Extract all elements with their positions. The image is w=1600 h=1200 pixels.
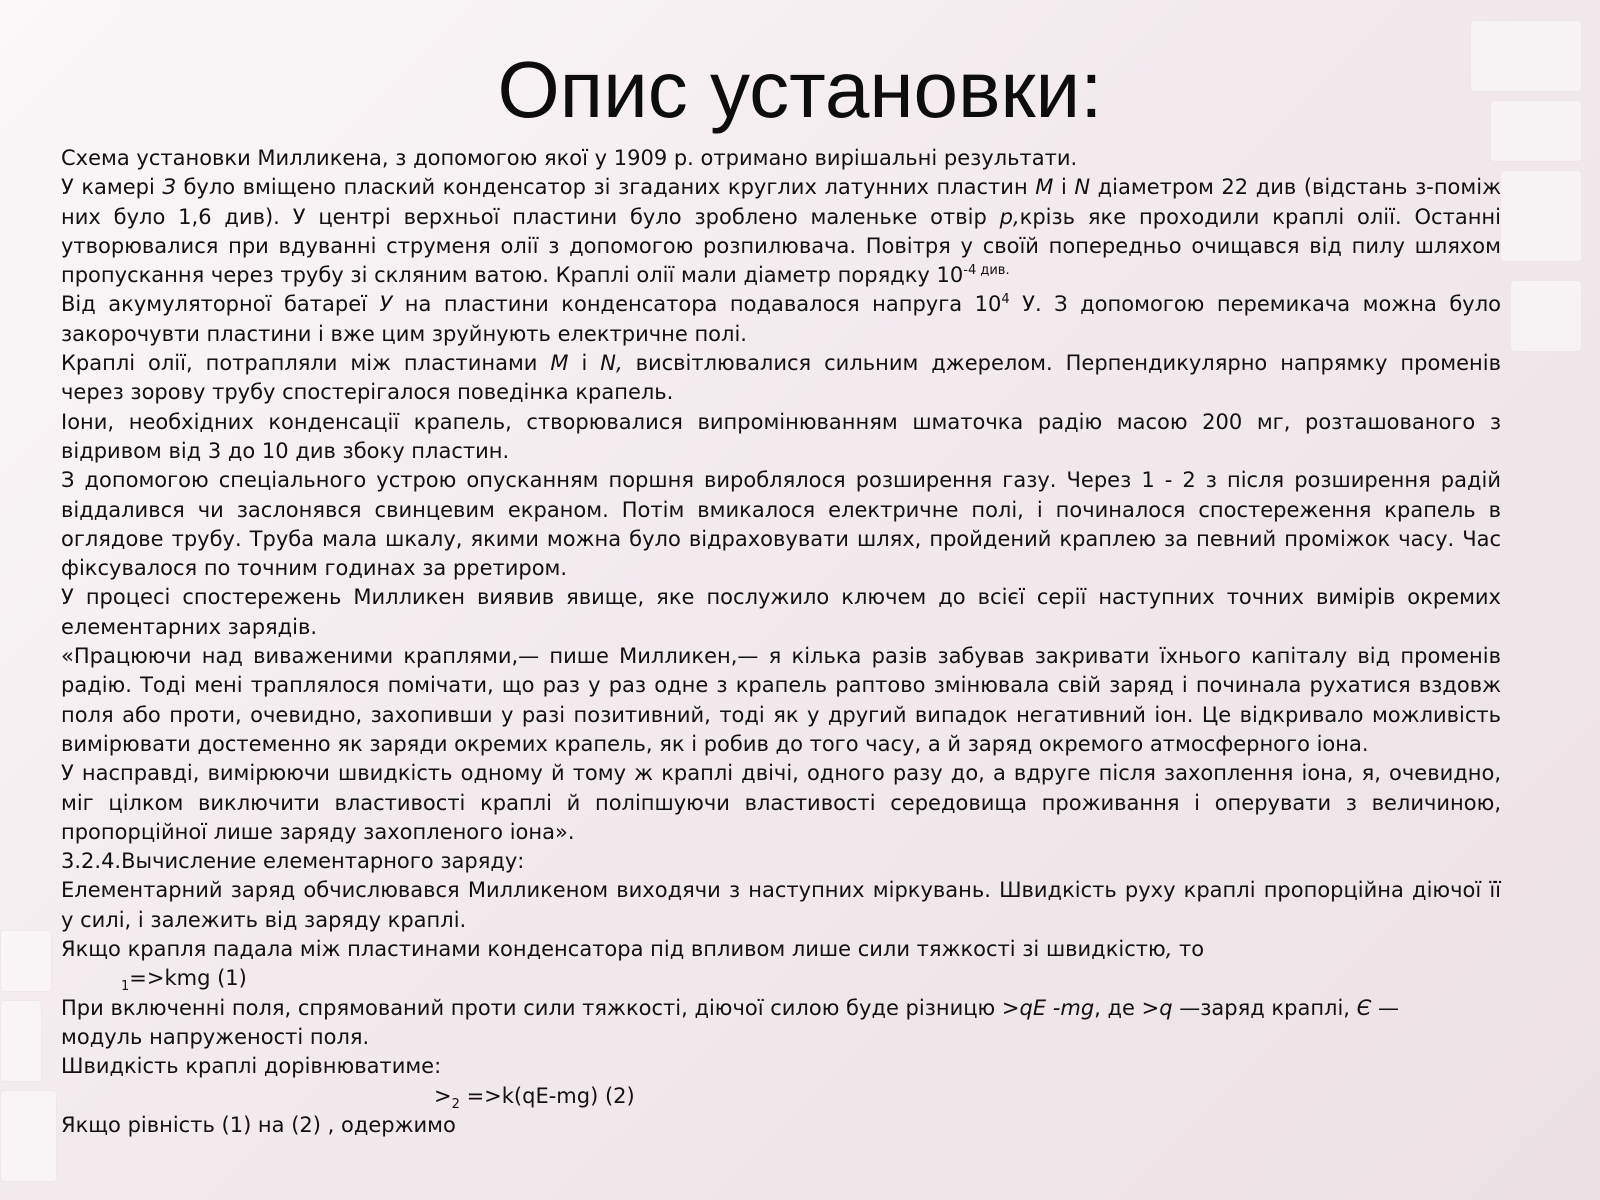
text-segment: вимірювати достеменно як заряди окремих крапель, як і робив до того часу, а й заряд окремого атмосферного іона.	[61, 731, 1369, 756]
text-line	[61, 935, 1501, 964]
text-segment: 2	[451, 1096, 460, 1112]
text-segment: N	[1074, 175, 1091, 200]
text-segment: >q	[1141, 995, 1173, 1020]
text-line	[61, 613, 1501, 642]
text-segment: висвітлювалися сильним джерелом. Перпендикулярно напрямку променів	[622, 351, 1502, 376]
page-title: Опис установки:	[497, 45, 1103, 134]
text-line	[61, 1082, 1501, 1111]
background-decoration	[1500, 170, 1582, 262]
text-line	[61, 847, 1501, 876]
text-segment: пропорційної лише заряду захопленого іона».	[61, 819, 575, 844]
body-text	[61, 144, 1501, 1140]
text-segment: і	[568, 351, 601, 376]
text-segment: утворювалися при вдуванні струменя олії з допомогою розпилювача. Повітря у своїй попередньо очищався від пилу шляхом	[61, 233, 1501, 258]
text-segment: У. З допомогою перемикача можна було	[1009, 292, 1501, 317]
text-segment: 3.2.4.Вычисление елементарного заряду:	[61, 849, 525, 874]
text-line	[61, 1052, 1501, 1081]
background-decoration	[1510, 280, 1582, 352]
text-segment: Схема установки Милликена, з допомогою якої у 1909 р. отримано вирішальні результати.	[61, 146, 1078, 170]
text-line	[61, 466, 1501, 495]
background-decoration	[0, 930, 52, 992]
text-segment: >	[434, 1083, 452, 1108]
text-segment: =>kmg (1)	[129, 966, 247, 991]
text-segment: закорочувти пластини і вже цим зруйнують електричне полі.	[61, 321, 747, 346]
text-line	[61, 906, 1501, 935]
text-segment: то	[1172, 937, 1205, 962]
text-line	[61, 290, 1501, 319]
text-segment: Якщо крапля падала між пластинами конденсатора під впливом лише сили тяжкості зі швидкістю	[61, 937, 1166, 962]
text-line	[61, 320, 1501, 349]
text-segment: у силі, і залежить від заряду краплі.	[61, 907, 467, 932]
text-line	[61, 232, 1501, 261]
text-segment: При включенні поля, спрямований проти сили тяжкості, діючої силою буде різницю	[61, 995, 1002, 1020]
text-segment: 4	[1001, 292, 1010, 308]
text-line	[61, 408, 1501, 437]
text-segment: було вміщено плаский конденсатор зі згаданих круглих латунних пластин	[175, 175, 1036, 200]
text-segment: 1	[121, 979, 130, 995]
text-line	[61, 203, 1501, 232]
text-segment: ,	[1165, 937, 1173, 962]
text-line	[61, 642, 1501, 671]
text-segment: фіксувалося по точним годинах за рретиром.	[61, 556, 568, 581]
text-segment: «Працюючи над виваженими краплями,— пише Милликен,— я кілька разів забував закривати їхнього капіталу від променів	[61, 644, 1501, 669]
text-segment: У камері	[61, 175, 163, 200]
text-segment: -4 див.	[963, 263, 1010, 279]
text-line	[61, 789, 1501, 818]
text-segment: віддалився чи заслонявся свинцевим екраном. Потім вмикалося електричне полі, і починалося спостереження крапель в	[61, 497, 1501, 522]
text-line	[61, 525, 1501, 554]
text-segment: N,	[600, 351, 623, 376]
text-line	[61, 671, 1501, 700]
text-line	[61, 144, 1501, 173]
text-segment: =>k(qE-mg) (2)	[459, 1083, 635, 1108]
background-decoration	[0, 1090, 57, 1182]
text-segment: М	[550, 351, 569, 376]
text-segment: на пластини конденсатора подавалося напруга 10	[392, 292, 1002, 317]
text-line	[61, 876, 1501, 905]
text-segment: Якщо рівність (1) на (2) , одержимо	[61, 1112, 456, 1137]
text-segment: радію. Тоді мені траплялося помічати, що раз у раз одне з крапель раптово змінювала свій заряд і починала рухатися вздовж	[61, 673, 1501, 698]
text-segment: , де	[1094, 995, 1142, 1020]
text-segment: >qE -mg	[1001, 995, 1095, 1020]
text-line	[61, 1023, 1501, 1052]
text-segment: Іони, необхідних конденсації крапель, створювалися випромінюванням шматочка радію масою 200 мг, розташованого з	[61, 409, 1501, 434]
text-line	[61, 496, 1501, 525]
text-segment: оглядове трубу. Труба мала шкалу, якими можна було відраховувати шлях, пройдений краплею за певний проміжок часу. Час	[61, 526, 1501, 551]
text-line	[61, 759, 1501, 788]
text-segment: діаметром 22 див (відстань з-поміж	[1090, 175, 1501, 200]
text-line	[61, 583, 1501, 612]
text-line	[61, 994, 1501, 1023]
text-line	[61, 261, 1501, 290]
text-line	[61, 554, 1501, 583]
text-segment: У	[379, 292, 393, 317]
text-segment: Швидкість краплі дорівнюватиме:	[61, 1054, 442, 1079]
text-segment: М	[1035, 175, 1054, 200]
text-line	[61, 437, 1501, 466]
text-segment: У насправді, вимірюючи швидкість одному й тому ж краплі двічі, одного разу до, а вдруге після захоплення іона, я, очевидно,	[61, 761, 1501, 786]
text-segment: крізь яке проходили краплі олії. Останні	[1019, 204, 1501, 229]
text-segment: модуль напруженості поля.	[61, 1024, 370, 1049]
text-segment: З допомогою спеціального устрою опусканням поршня вироблялося розширення газу. Через 1 - 2 з після розширення радій	[61, 468, 1501, 493]
text-line	[61, 701, 1501, 730]
text-line	[61, 378, 1501, 407]
text-line	[61, 1111, 1501, 1140]
text-segment: Є	[1356, 995, 1372, 1020]
text-segment: Від акумуляторної батареї	[61, 292, 380, 317]
text-segment: елементарних зарядів.	[61, 614, 318, 639]
text-segment: У процесі спостережень Милликен виявив явище, яке послужило ключем до всієї серії наступних точних вимірів окремих	[61, 585, 1501, 610]
text-segment: пропускання через трубу зі скляним ватою. Краплі олії мали діаметр порядку 10	[61, 263, 964, 288]
text-segment: відривом від 3 до 10 див збоку пластин.	[61, 438, 510, 463]
text-segment: міг цілком виключити властивості краплі й поліпшуючи властивості середовища проживання і оперувати з величиною,	[61, 790, 1501, 815]
background-decoration	[0, 1000, 42, 1082]
text-line	[61, 173, 1501, 202]
text-line	[61, 964, 1501, 993]
text-line	[61, 349, 1501, 378]
text-segment: і	[1053, 175, 1075, 200]
text-segment: них було 1,6 див). У центрі верхньої пластини було зроблено маленьке отвір	[61, 204, 1000, 229]
text-line	[61, 818, 1501, 847]
text-segment: через зорову трубу спостерігалося поведінка крапель.	[61, 380, 674, 405]
text-line	[61, 730, 1501, 759]
text-segment: —заряд краплі,	[1172, 995, 1357, 1020]
text-segment: Елементарний заряд обчислювався Милликеном виходячи з наступних міркувань. Швидкість руху краплі пропорційна діючої її	[61, 878, 1501, 903]
text-segment: Краплі олії, потрапляли між пластинами	[61, 351, 551, 376]
text-segment: З	[162, 175, 176, 200]
text-segment: р,	[999, 204, 1020, 229]
text-segment: поля або проти, очевидно, захопивши у разі позитивний, тоді як у другий випадок негативний іон. Це відкривало можливість	[61, 702, 1501, 727]
text-segment: —	[1371, 995, 1400, 1020]
